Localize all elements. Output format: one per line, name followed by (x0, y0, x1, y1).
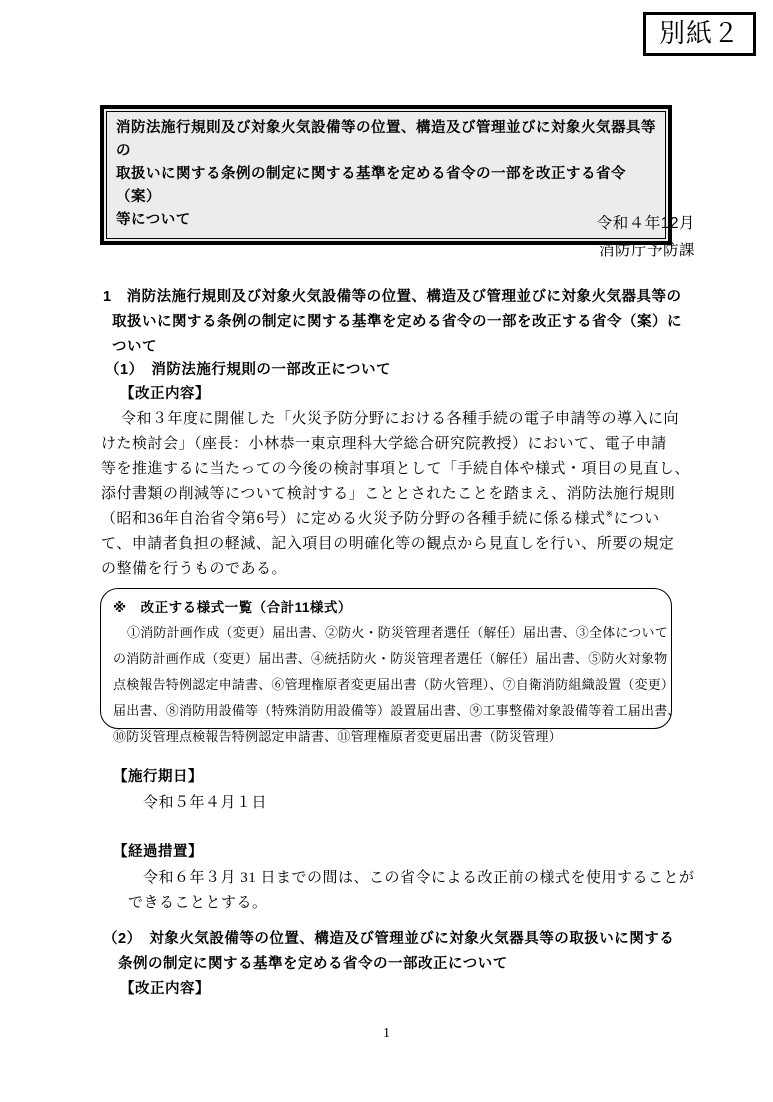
paragraph-line: 等を推進するに当たっての今後の検討事項として「手続自体や様式・項目の見直し、 (101, 461, 691, 477)
page-number: 1 (383, 1026, 390, 1041)
form-list-header: ※ 改正する様式一覧（合計11様式） (113, 600, 352, 615)
revision-content-label: 【改正内容】 (120, 386, 210, 402)
paragraph-line: けた検討会」（座長：小林恭一東京理科大学総合研究院教授）において、電子申請 (101, 436, 667, 452)
paragraph-line (101, 507, 660, 532)
effective-date-value: 令和５年４月１日 (143, 795, 268, 811)
byline (597, 210, 695, 264)
form-list-line: 点検報告特例認定申請書、⑥管理権原者変更届出書（防火管理）、⑦自衛消防組織設置（変更） (113, 677, 675, 692)
effective-date-label: 【施行期日】 (113, 769, 203, 785)
transitional-line: 令和６年３月 31 日までの間は、この省令による改正前の様式を使用することが (143, 870, 695, 886)
section1-heading-line: 取扱いに関する条例の制定に関する基準を定める省令の一部を改正する省令（案）に (112, 314, 682, 330)
form-list-line: の消防計画作成（変更）届出書、④統括防火・防災管理者選任（解任）届出書、⑤防火対象物 (113, 651, 668, 666)
paragraph-text: につい (613, 511, 660, 527)
note-marker-superscript: ※ (605, 509, 614, 519)
section1-heading-line: ついて (112, 339, 157, 355)
document-title-box (100, 105, 672, 245)
form-list-line: ⑩防災管理点検報告特例認定申請書、⑪管理権原者変更届出書（防災管理） (113, 729, 562, 744)
attachment-label-box (643, 12, 756, 56)
section2-heading-line: （2） 対象火気設備等の位置、構造及び管理並びに対象火気器具等の取扱いに関する (103, 931, 675, 947)
form-list-box (100, 588, 681, 744)
transitional-line: できることとする。 (128, 895, 268, 911)
document-title-line: 消防法施行規則及び対象火気設備等の位置、構造及び管理並びに対象火気器具等の (116, 120, 656, 159)
attachment-label: 別紙２ (658, 18, 740, 48)
section1-heading-line: 1 消防法施行規則及び対象火気設備等の位置、構造及び管理並びに対象火気器具等の (103, 289, 682, 305)
revision-content-label: 【改正内容】 (120, 981, 210, 997)
form-list-line: ①消防計画作成（変更）届出書、②防火・防災管理者選任（解任）届出書、③全体について (127, 625, 668, 640)
section2-heading-line: 条例の制定に関する基準を定める省令の一部改正について (118, 956, 508, 972)
byline-date: 令和４年12月 (596, 215, 695, 232)
byline-org: 消防庁予防課 (598, 242, 695, 259)
paragraph-line: 令和３年度に開催した「火災予防分野における各種手続の電子申請等の導入に向 (121, 411, 680, 427)
document-title-line: 取扱いに関する条例の制定に関する基準を定める省令の一部を改正する省令（案） (116, 166, 626, 205)
paragraph-line: の整備を行うものである。 (101, 561, 288, 577)
paragraph-line: て、申請者負担の軽減、記入項目の明確化等の観点から見直しを行い、所要の規定 (101, 536, 675, 552)
document-title-line: 等について (116, 212, 191, 228)
transitional-measures-label: 【経過措置】 (113, 844, 203, 860)
paragraph-line: 添付書類の削減等について検討する」こととされたことを踏まえ、消防法施行規則 (101, 486, 676, 502)
section1-1-heading: （1） 消防法施行規則の一部改正について (105, 362, 392, 378)
form-list-line: 届出書、⑧消防用設備等（特殊消防用設備等）設置届出書、⑨工事整備対象設備等着工届出書、 (113, 703, 681, 718)
paragraph-text: （昭和36年自治省令第6号）に定める火災予防分野の各種手続に係る様式 (101, 511, 606, 527)
